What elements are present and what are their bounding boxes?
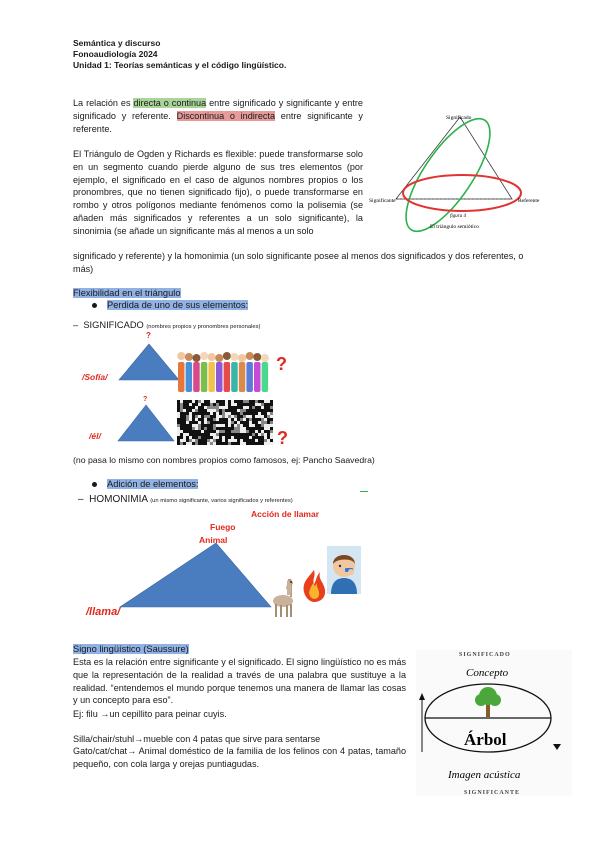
homonimia-note: (un mismo significante, varios significados y referentes) — [150, 498, 293, 504]
saussure-title-text: Signo lingüístico (Saussure) — [73, 644, 189, 654]
bullet-addition-text: Adición de elementos: — [107, 479, 199, 489]
dash: – — [78, 494, 84, 505]
triangle-llama — [118, 541, 273, 609]
course-title: Semántica y discurso — [73, 38, 161, 48]
llama-animal-icon — [270, 577, 300, 619]
p1-highlight-direct: directa o continua — [133, 98, 207, 108]
p1-text-c: entre significante y referente. — [73, 110, 363, 134]
course-subtitle: Fonoaudiología 2024 — [73, 49, 158, 59]
label-imagen-acustica: Imagen acústica — [448, 769, 521, 781]
q-sofia-big: ? — [276, 354, 287, 374]
significado-note: (nombres propios y pronombres personales) — [146, 324, 261, 330]
label-el: /él/ — [89, 431, 101, 441]
label-referente: Referente — [518, 198, 540, 204]
bullet-addition — [92, 479, 198, 489]
crowd-person-head — [177, 352, 185, 360]
label-llama: /llama/ — [86, 606, 121, 618]
saussure-sign-figure — [414, 644, 574, 800]
bullet-loss-text: Perdida de uno de sus elementos: — [107, 300, 249, 310]
triangle-sofia — [118, 343, 180, 381]
example-gato: Gato/cat/chat→ Animal doméstico de la familia de los felinos con 4 patas, tamaño pequeño, con cola larga y orejas puntiagudas. — [73, 746, 406, 769]
section-title-flexibility — [73, 288, 181, 298]
homonimia-label: HOMONIMIA — [89, 494, 148, 505]
crowd-person — [231, 362, 238, 392]
label-top-significado: SIGNIFICADO — [459, 652, 511, 658]
significado-label: SIGNIFICADO — [83, 320, 144, 330]
fire-icon — [300, 568, 328, 604]
crowd-person-head — [246, 352, 254, 360]
crowd-person-head — [223, 352, 231, 360]
example-filu: Ej: filu →un cepillito para peinar cuyis. — [73, 709, 227, 719]
label-significante: Significante — [369, 198, 396, 204]
p1-highlight-indirect: Discontinua o indirecta — [176, 110, 276, 121]
q-sofia-top: ? — [146, 331, 151, 340]
crowd-person — [186, 362, 193, 392]
crowd-person — [208, 362, 215, 392]
label-sofia: /Sofía/ — [82, 372, 108, 382]
label-significado: Significado — [446, 115, 472, 121]
crowd-person — [216, 362, 223, 392]
crowd-person — [178, 362, 185, 392]
ogden-paragraph: El Triángulo de Ogden y Richards es flexible: puede transformarse solo en un segmento cuando pierde alguno de sus tres elementos (por ejemplo, el significado en el caso de algunos nombres propios o los pronombres, que no tienen significado fijo), o puede transformarse en rombo y otros polígonos mediante fenómenos como la polisemia (se añaden más significados y referentes a un solo significante), la sinonimia (se añade un significante más al menos a un solo — [73, 149, 363, 236]
crowd-person-head — [200, 352, 208, 360]
green-mark — [360, 491, 368, 492]
crowd-person — [193, 362, 200, 392]
crowd-person — [224, 362, 231, 392]
crowd-person — [239, 362, 246, 392]
p1-text-a: La relación es — [73, 98, 134, 108]
triangle-el — [117, 404, 175, 442]
label-figura: figura 4 — [450, 214, 466, 219]
crowd-person-head — [208, 353, 216, 361]
saussure-paragraph: Esta es la relación entre significante y el significado. El signo lingüístico no es más que la representación de la realidad a través de una palabra que sustituye a la realidad. “entendemos el mundo porque tenemos una manera de llamar las cosas y un concepto para eso”. — [73, 657, 406, 706]
famous-names-note: (no pasa lo mismo con nombres propios como famosos, ej: Pancho Saavedra) — [73, 455, 375, 465]
crowd-person — [254, 362, 261, 392]
p1-text-b: entre significado y significante y entre significado y referente. — [73, 98, 363, 121]
ogden-paragraph-tail: significado y referente) y la homonimia (un solo significante posee al menos dos significados y dos referentes, o más) — [73, 251, 524, 274]
crowd-person-head — [185, 353, 193, 361]
example-silla: Silla/chair/stuhl→mueble con 4 patas que sirve para sentarse — [73, 734, 321, 744]
crowd-person-head — [193, 354, 201, 362]
unit-title: Unidad 1: Teorías semánticas y el código lingüístico. — [73, 60, 287, 70]
crowd-person — [246, 362, 253, 392]
bullet-dot — [92, 482, 97, 487]
dash: – — [73, 320, 79, 330]
flexibility-title-text: Flexibilidad en el triángulo — [73, 288, 181, 298]
meaning-fire: Fuego — [210, 522, 236, 532]
red-ellipse — [403, 175, 521, 211]
subhead-significado — [73, 320, 260, 330]
q-el-top: ? — [143, 396, 148, 403]
figure-caption: El triángulo semiótico — [430, 224, 479, 230]
crowd-illustration — [177, 348, 273, 394]
bullet-dot — [92, 303, 97, 308]
label-concepto: Concepto — [466, 667, 509, 679]
semiotic-triangle-figure — [366, 103, 540, 243]
crowd-person-head — [261, 354, 269, 362]
crowd-person — [201, 362, 208, 392]
crowd-person-head — [215, 354, 223, 362]
crowd-person-head — [231, 353, 239, 361]
label-bottom-significante: SIGNIFICANTE — [464, 790, 521, 796]
subhead-homonimia — [78, 494, 293, 505]
sign-word: Árbol — [464, 730, 507, 749]
noise-image — [177, 400, 272, 445]
crowd-person-head — [238, 354, 246, 362]
q-el-big: ? — [277, 428, 288, 448]
boy-calling-photo — [327, 546, 361, 594]
bullet-loss — [92, 300, 248, 310]
relation-paragraph — [73, 97, 363, 135]
section-title-saussure — [73, 644, 189, 654]
meaning-call: Acción de llamar — [251, 509, 320, 519]
crowd-person-head — [253, 353, 261, 361]
crowd-person — [262, 362, 269, 392]
meaning-animal: Animal — [199, 535, 228, 545]
